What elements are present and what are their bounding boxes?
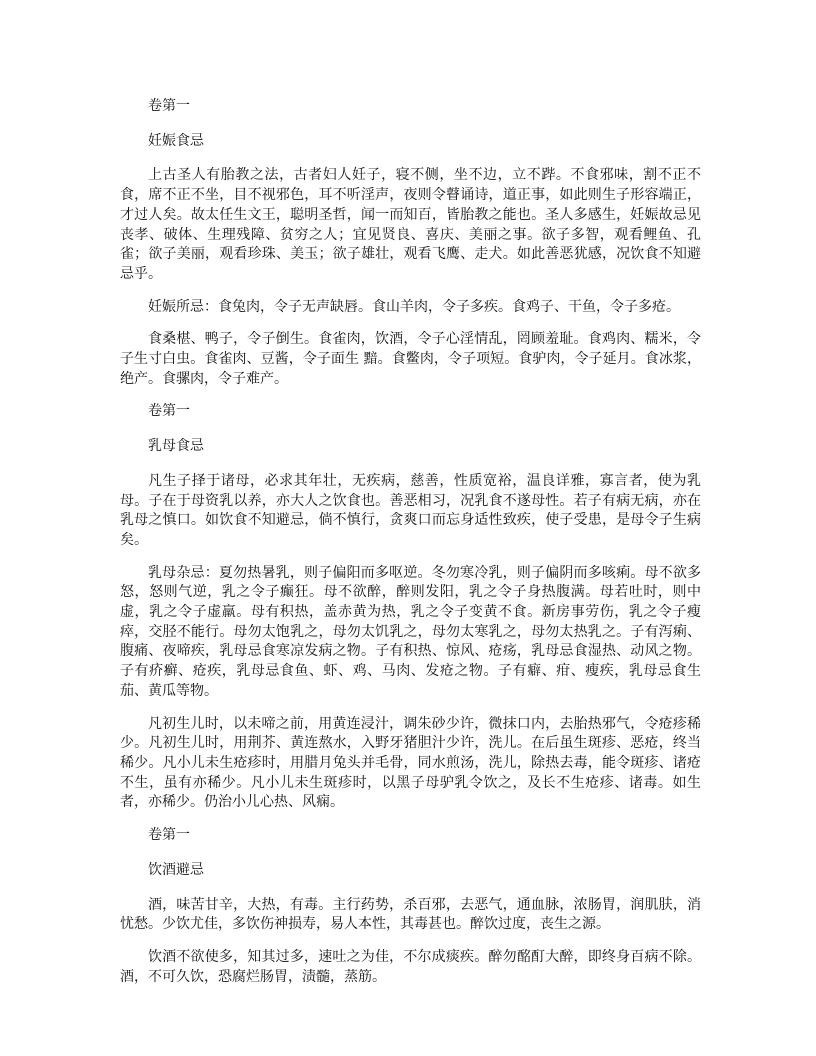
volume-heading: 卷第一 xyxy=(148,403,190,420)
paragraph: 食桑椹、鸭子，令子倒生。食雀肉，饮酒，令子心淫情乱，罔顾羞耻。食鸡肉、糯米，令子生寸白虫。食雀肉、豆酱，令子面生 黯。食鳖肉，令子项短。食驴肉，令子延月。食冰浆，绝产。食骡肉，令子难产。 xyxy=(120,331,701,387)
section-drinking xyxy=(120,826,701,987)
paragraph: 酒，味苦甘辛，大热，有毒。主行药势，杀百邪，去恶气，通血脉，浓肠胃，润肌肤，消忧愁。少饮尤佳，多饮伤神损寿，易人本性，其毒甚也。醉饮过度，丧生之源。 xyxy=(120,896,701,933)
section-title: 妊娠食忌 xyxy=(148,132,204,149)
paragraph: 凡初生儿时，以未啼之前，用黄连浸汁，调朱砂少许，微抹口内，去胎热邪气，令疮疹稀少。凡初生儿时，用荆芥、黄连熬水，入野牙猪胆汁少许，洗儿。在后虽生斑疹、恶疮，终当稀少。凡小儿未生疮疹时，用腊月兔头并毛骨，同水煎汤，洗儿，除热去毒，能令斑疹、诸疮不生，虽有亦稀少。凡小儿未生斑疹时，以黑子母驴乳令饮之，及长不生疮疹、诸毒。如生者，亦稀少。仍治小儿心热、风痫。 xyxy=(120,715,701,811)
paragraph: 凡生子择于诸母，必求其年壮，无疾病，慈善，性质宽裕，温良详雅，寡言者，使为乳母。子在于母资乳以养，亦大人之饮食也。善恶相习，况乳食不遂母性。若子有病无病，亦在乳母之慎口。如饮食不知避忌，倘不慎行，贪爽口而忘身适性致疾，使子受患，是母令子生病矣。 xyxy=(120,472,701,548)
document-page xyxy=(120,97,701,1000)
paragraph: 上古圣人有胎教之法，古者妇人妊子，寝不侧，坐不边，立不跸。不食邪味，割不正不食，席不正不坐，目不视邪色，耳不听淫声，夜则令瞽诵诗，道正事，如此则生子形容端正，才过人矣。故太任生文王，聪明圣哲，闻一而知百，皆胎教之能也。圣人多感生，妊娠故忌见丧孝、破体、生理残障、贫穷之人；宜见贤良、喜庆、美丽之事。欲子多智，观看鲤鱼、孔雀；欲子美丽，观看珍珠、美玉；欲子雄壮，观看飞鹰、走犬。如此善恶犹感，况饮食不知避忌乎。 xyxy=(120,167,701,282)
section-pregnancy xyxy=(120,97,701,389)
section-nursing xyxy=(120,402,701,813)
volume-heading: 卷第一 xyxy=(148,98,190,114)
volume-heading: 卷第一 xyxy=(148,827,190,844)
section-title: 乳母食忌 xyxy=(148,438,204,455)
section-title: 饮酒避忌 xyxy=(148,861,204,878)
paragraph: 乳母杂忌：夏勿热暑乳，则子偏阳而多呕逆。冬勿寒冷乳，则子偏阴而多咳痢。母不欲多怒，怒则气逆，乳之令子癫狂。母不欲醉，醉则发阳，乳之令子身热腹满。母若吐时，则中虚，乳之令子虚羸。母有积热，盖赤黄为热，乳之令子变黄不食。新房事劳伤，乳之令子瘦瘁，交胫不能行。母勿太饱乳之，母勿太饥乳之，母勿太寒乳之，母勿太热乳之。子有泻痢、腹痛、夜啼疾，乳母忌食寒凉发病之物。子有积热、惊风、疮疡，乳母忌食湿热、动风之物。子有疥癣、疮疾，乳母忌食鱼、虾、鸡、马肉、发疮之物。子有癖、疳、瘦疾，乳母忌食生茄、黄瓜等物。 xyxy=(120,564,701,699)
paragraph: 妊娠所忌：食兔肉，令子无声缺唇。食山羊肉，令子多疾。食鸡子、干鱼，令子多疮。 xyxy=(148,298,680,315)
paragraph: 饮酒不欲使多，知其过多，速吐之为佳，不尔成痰疾。醉勿酩酊大醉，即终身百病不除。酒，不可久饮，恐腐烂肠胃，渍髓，蒸筋。 xyxy=(120,948,701,985)
